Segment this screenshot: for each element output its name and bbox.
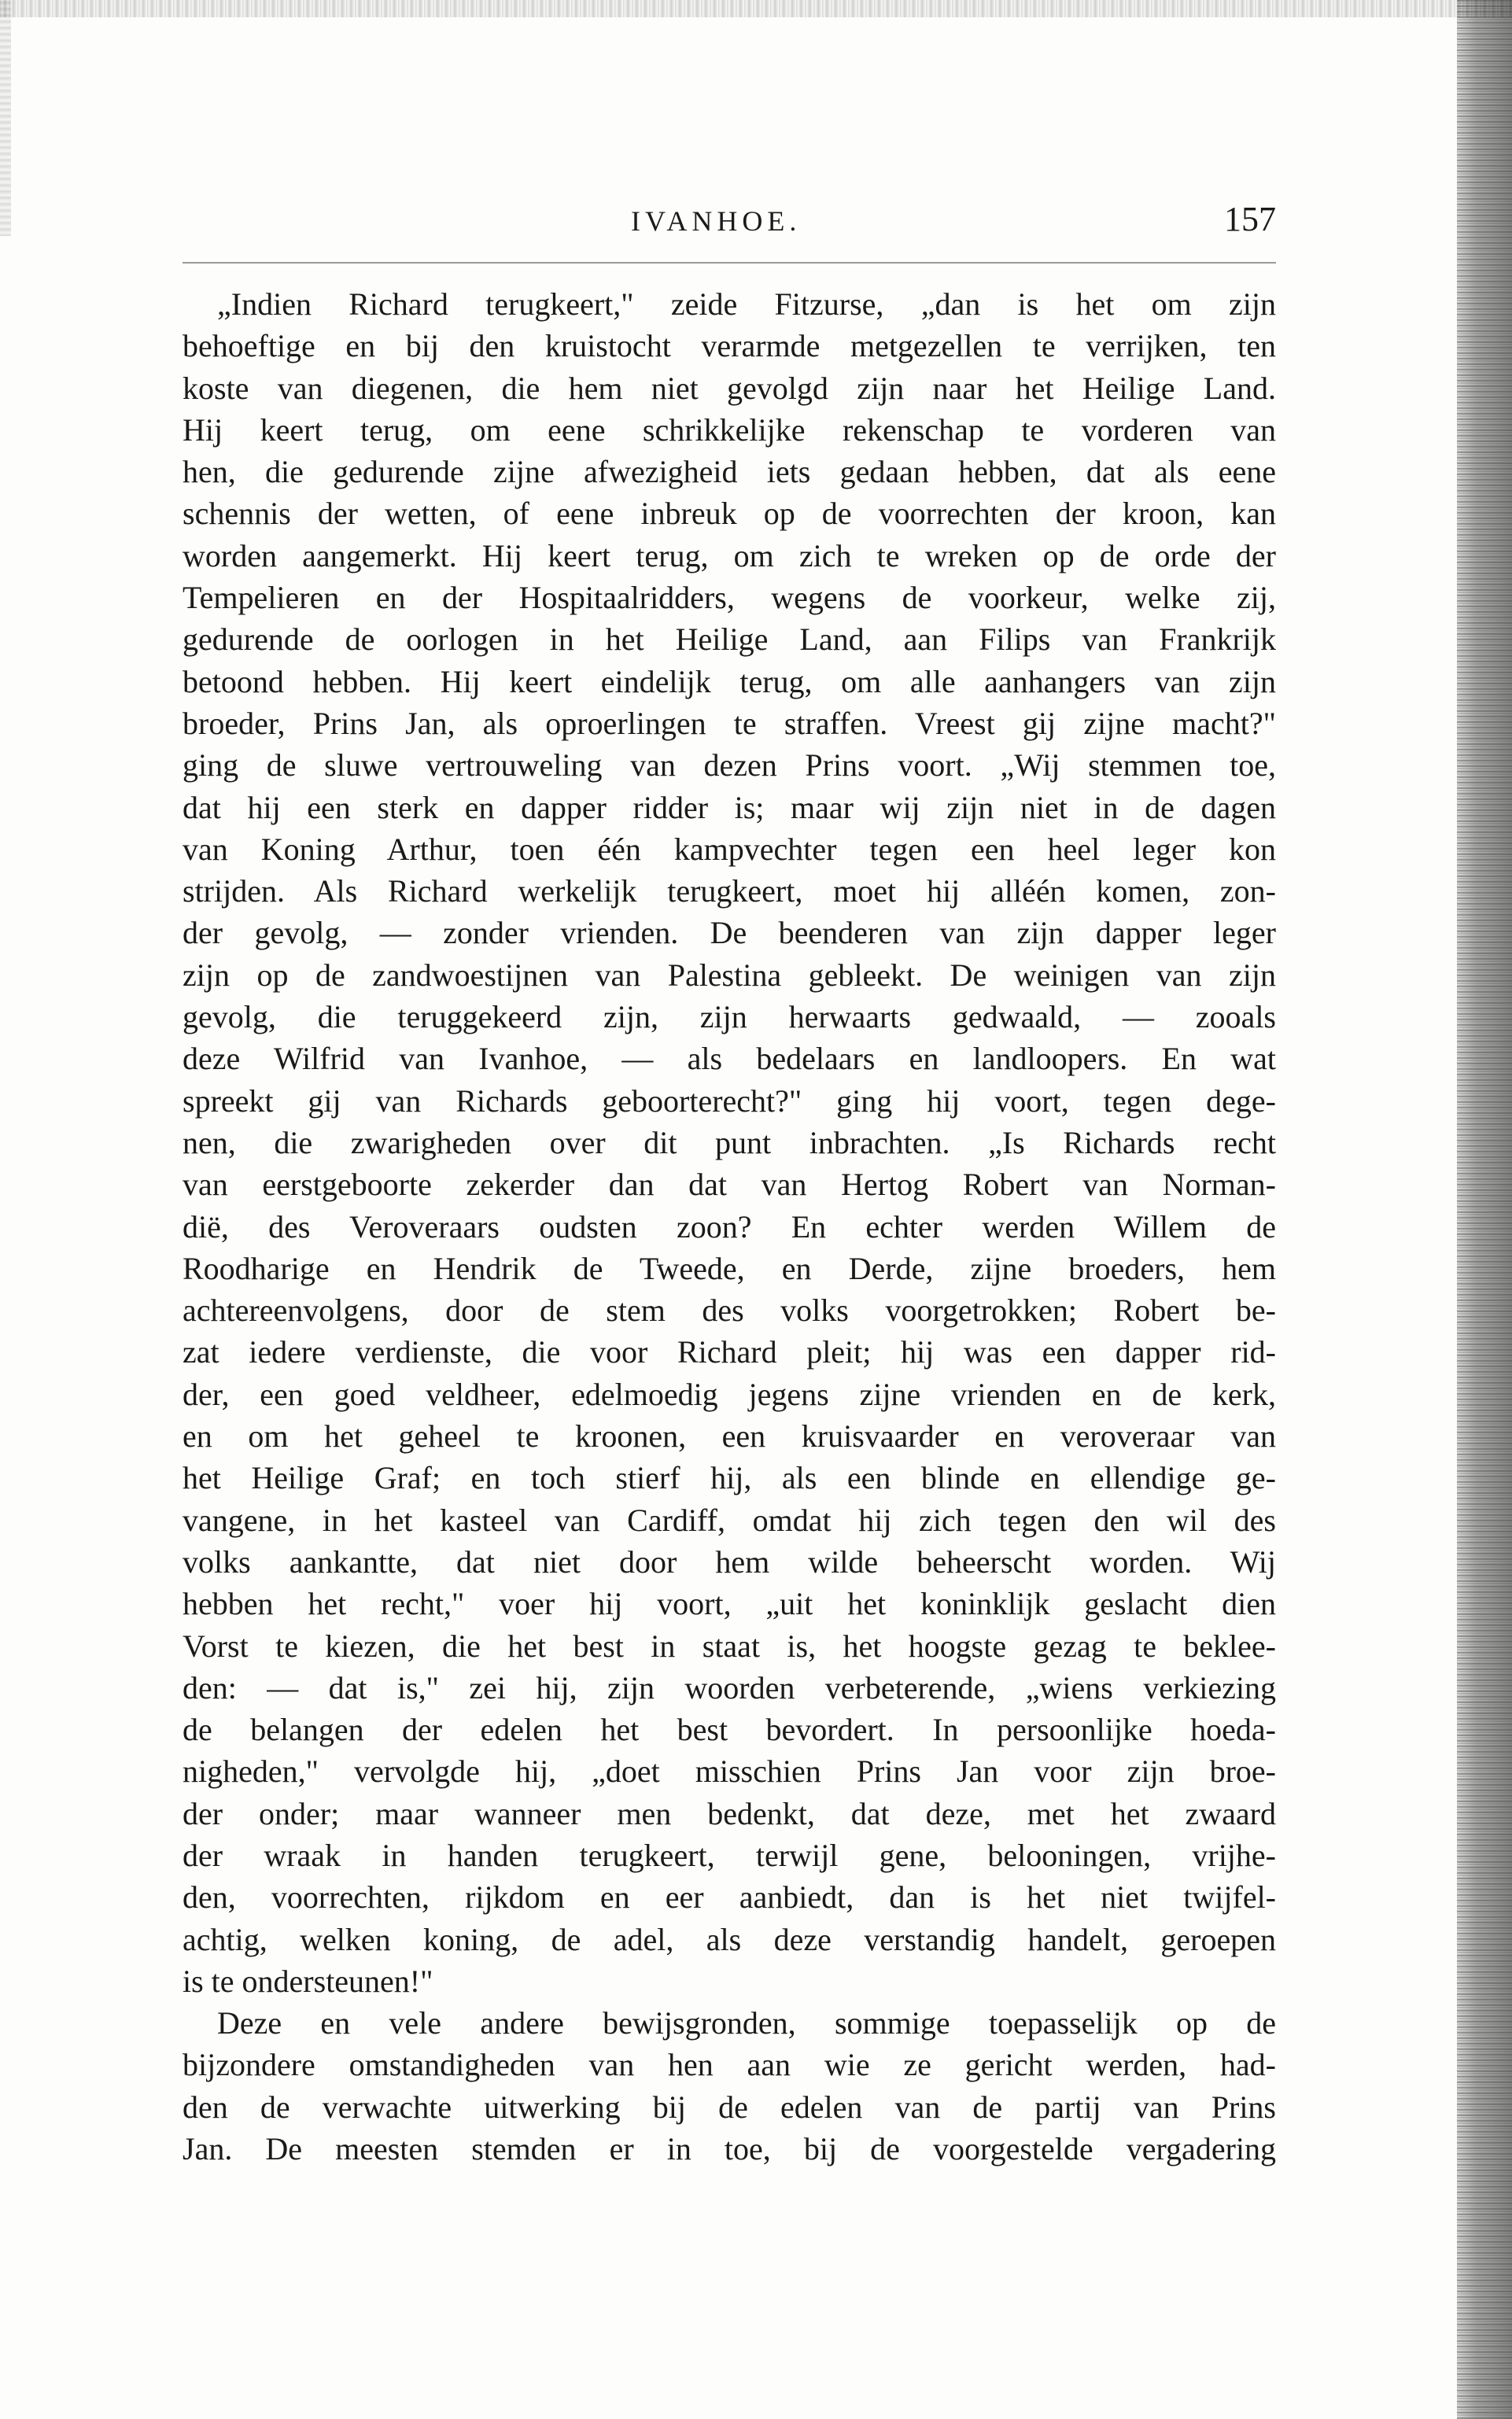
page-number: 157 [1224,200,1276,238]
text-line: der, een goed veldheer, edelmoedig jegens zijne vrienden en de kerk, [183,1376,1276,1412]
text-line: zat iedere verdienste, die voor Richard pleit; hij was een dapper rid- [183,1334,1276,1370]
text-line: den de verwachte uitwerking bij de edelen van de partij van Prins [183,2089,1276,2125]
text-line: der gevolg, — zonder vrienden. De beenderen van zijn dapper leger [183,915,1276,951]
text-line: schennis der wetten, of eene inbreuk op de voorrechten der kroon, kan [183,496,1276,532]
text-line: Deze en vele andere bewijsgronden, sommige toepasselijk op de [217,2005,1276,2041]
text-line: dië, des Veroveraars oudsten zoon? En echter werden Willem de [183,1208,1276,1245]
text-line: bijzondere omstandigheden van hen aan wie ze gericht werden, had- [183,2047,1276,2083]
text-line: den: — dat is," zei hij, zijn woorden verbeterende, „wiens verkiezing [183,1669,1276,1705]
text-line: spreekt gij van Richards geboorterecht?" ging hij voort, tegen dege- [183,1082,1276,1119]
text-line: Tempelieren en der Hospitaalridders, wegens de voorkeur, welke zij, [183,580,1276,616]
text-line: nigheden," vervolgde hij, „doet misschien Prins Jan voor zijn broe- [183,1753,1276,1790]
text-line: worden aangemerkt. Hij keert terug, om zich te wreken op de orde der [183,537,1276,573]
text-line: zijn op de zandwoestijnen van Palestina gebleekt. De weinigen van zijn [183,957,1276,993]
text-line: en om het geheel te kroonen, een kruisvaarder en veroveraar van [183,1418,1276,1455]
text-line: „Indien Richard terugkeert," zeide Fitzurse, „dan is het om zijn [217,286,1276,322]
text-line: der wraak in handen terugkeert, terwijl gene, belooningen, vrijhe- [183,1837,1276,1873]
text-line: Roodharige en Hendrik de Tweede, en Derde, zijne broeders, hem [183,1250,1276,1286]
text-line: is te ondersteunen!" [183,1963,433,1999]
text-line: deze Wilfrid van Ivanhoe, — als bedelaars en landloopers. En wat [183,1041,1276,1077]
text-line: dat hij een sterk en dapper ridder is; maar wij zijn niet in de dagen [183,789,1276,825]
text-line: van eerstgeboorte zekerder dan dat van Hertog Robert van Norman- [183,1167,1276,1203]
text-line: Vorst te kiezen, die het best in staat is, het hoogste gezag te beklee- [183,1628,1276,1664]
text-line: gedurende de oorlogen in het Heilige Land, aan Filips van Frankrijk [183,621,1276,658]
text-line: nen, die zwarigheden over dit punt inbrachten. „Is Richards recht [183,1124,1276,1160]
text-line: broeder, Prins Jan, als oproerlingen te straffen. Vreest gij zijne macht?" [183,705,1276,741]
text-line: der onder; maar wanneer men bedenkt, dat deze, met het zwaard [183,1795,1276,1831]
text-line: Hij keert terug, om eene schrikkelijke rekenschap te vorderen van [183,411,1276,448]
scan-edge-top [0,0,1512,17]
scan-edge-right [1457,0,1512,2419]
text-line: hebben het recht," voer hij voort, „uit het koninklijk geslacht dien [183,1586,1276,1622]
running-title: IVANHOE. [631,205,802,237]
text-line: volks aankantte, dat niet door hem wilde beheerscht worden. Wij [183,1543,1276,1580]
text-line: het Heilige Graf; en toch stierf hij, als een blinde en ellendige ge- [183,1460,1276,1496]
body-text [183,283,1276,2170]
text-line: strijden. Als Richard werkelijk terugkeert, moet hij alléén komen, zon- [183,873,1276,909]
text-line: achtig, welken koning, de adel, als deze verstandig handelt, geroepen [183,1921,1276,1957]
text-line: behoeftige en bij den kruistocht verarmde metgezellen te verrijken, ten [183,328,1276,364]
text-line: hen, die gedurende zijne afwezigheid iets gedaan hebben, dat als eene [183,454,1276,490]
text-line: gevolg, die teruggekeerd zijn, zijn herwaarts gedwaald, — zooals [183,999,1276,1035]
scan-edge-left [0,0,11,236]
text-line: achtereenvolgens, door de stem des volks voorgetrokken; Robert be- [183,1292,1276,1329]
text-line: betoond hebben. Hij keert eindelijk terug, om alle aanhangers van zijn [183,663,1276,699]
text-line: den, voorrechten, rijkdom en eer aanbiedt, dan is het niet twijfel- [183,1879,1276,1916]
text-line: koste van diegenen, die hem niet gevolgd zijn naar het Heilige Land. [183,370,1276,406]
page-header [183,201,1276,248]
text-line: ging de sluwe vertrouweling van dezen Prins voort. „Wij stemmen toe, [183,747,1276,784]
text-line: van Koning Arthur, toen één kampvechter tegen een heel leger kon [183,831,1276,867]
text-line: vangene, in het kasteel van Cardiff, omdat hij zich tegen den wil des [183,1502,1276,1538]
header-rule [183,262,1276,264]
text-line: de belangen der edelen het best bevordert. In persoonlijke hoeda- [183,1712,1276,1748]
text-line: Jan. De meesten stemden er in toe, bij de voorgestelde vergadering [183,2131,1276,2167]
